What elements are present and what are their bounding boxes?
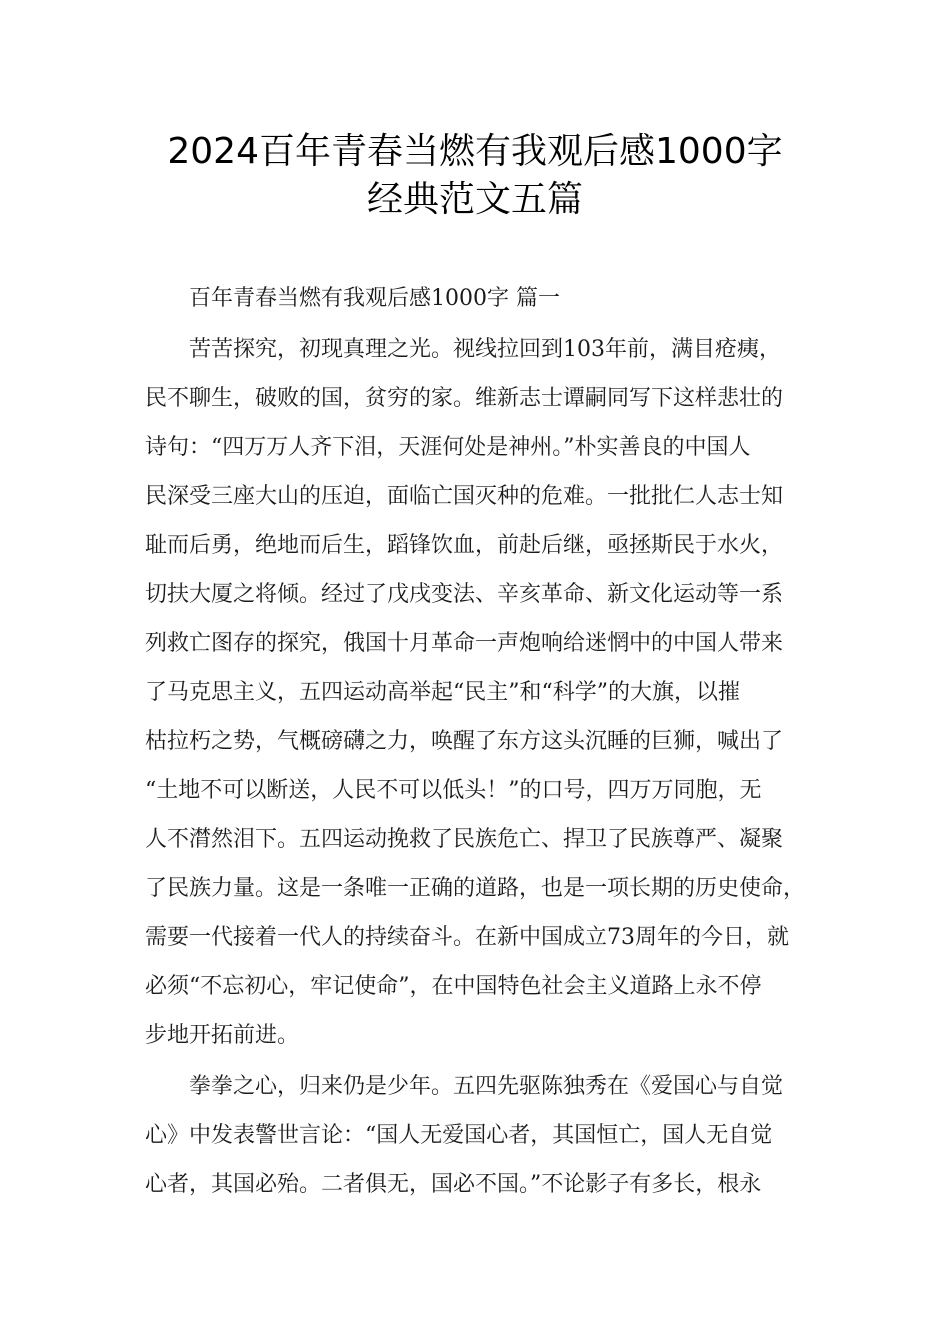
paragraph-line: 民深受三座大山的压迫，面临亡国灭种的危难。一批批仁人志士知 [145, 484, 784, 509]
paragraph-line: 耻而后勇，绝地而后生，蹈锋饮血，前赴后继，亟拯斯民于水火， [145, 533, 784, 558]
paragraph-line: 拳拳之心，归来仍是少年。五四先驱陈独秀在《爱国心与自觉 [189, 1074, 784, 1099]
paragraph-line: 了马克思主义，五四运动高举起“民主”和“科学”的大旗，以摧 [145, 680, 740, 705]
paragraph-line: 心》中发表警世言论：“国人无爱国心者，其国恒亡，国人无自觉 [145, 1123, 773, 1148]
paragraph-line: 步地开拓前进。 [145, 1023, 300, 1048]
section-heading: 百年青春当燃有我观后感1000字 篇一 [189, 286, 560, 311]
title-line-1: 2024百年青春当燃有我观后感1000字 [167, 131, 783, 172]
paragraph-line: 民不聊生，破败的国，贫穷的家。维新志士谭嗣同写下这样悲壮的 [145, 386, 784, 411]
paragraph-line: 诗句：“四万万人齐下泪，天涯何处是神州。”朴实善良的中国人 [145, 435, 751, 460]
title-line-2: 经典范文五篇 [366, 179, 583, 220]
paragraph-line: “土地不可以断送，人民不可以低头！”的口号，四万万同胞，无 [145, 778, 762, 803]
paragraph-line: 了民族力量。这是一条唯一正确的道路，也是一项长期的历史使命， [145, 876, 806, 901]
paragraph-line: 需要一代接着一代人的持续奋斗。在新中国成立73周年的今日，就 [145, 925, 789, 950]
paragraph-line: 枯拉朽之势，气概磅礴之力，唤醒了东方这头沉睡的巨狮，喊出了 [145, 729, 784, 754]
paragraph-line: 必须“不忘初心，牢记使命”，在中国特色社会主义道路上永不停 [145, 974, 762, 999]
paragraph-line: 苦苦探究，初现真理之光。视线拉回到103年前，满目疮痍， [189, 337, 781, 362]
paragraph-line: 切扶大厦之将倾。经过了戊戌变法、辛亥革命、新文化运动等一系 [145, 582, 784, 607]
paragraph-line: 人不潸然泪下。五四运动挽救了民族危亡、捍卫了民族尊严、凝聚 [145, 827, 784, 852]
paragraph-line: 列救亡图存的探究，俄国十月革命一声炮响给迷惘中的中国人带来 [145, 631, 784, 656]
paragraph-line: 心者，其国必殆。二者俱无，国必不国。”不论影子有多长，根永 [145, 1172, 762, 1197]
document-title [140, 128, 810, 224]
